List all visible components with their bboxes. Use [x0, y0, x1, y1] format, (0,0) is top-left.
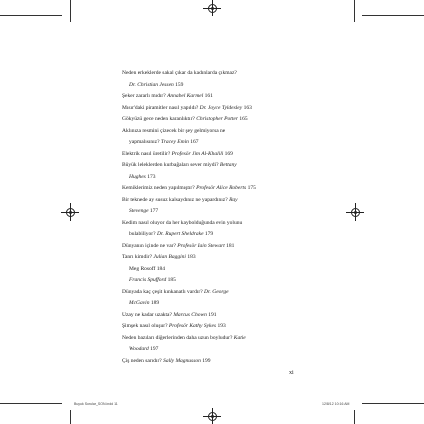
toc-entry — [122, 333, 306, 345]
toc-entry — [122, 264, 306, 276]
toc-entry — [122, 241, 306, 253]
toc-question: Meg Rosoff — [129, 265, 156, 272]
toc-entry — [122, 321, 306, 333]
toc-page-number: 161 — [204, 93, 213, 99]
toc-entry — [122, 344, 306, 356]
crop-mark — [362, 403, 424, 404]
toc-question: Bir teknede ay susuz kalsaydınız ne yapardınız? — [122, 196, 228, 203]
toc-author: Katie — [233, 334, 246, 341]
toc-entry — [122, 287, 306, 299]
toc-entry — [122, 137, 306, 149]
toc-page-number: 177 — [149, 208, 159, 214]
toc-author: Dr. Joyce Tyldesley — [199, 104, 243, 111]
slug-timestamp: 12/8/12 10:16 AM — [322, 402, 350, 406]
toc-author: Woodard — [129, 346, 149, 352]
toc-author: Tracey Emin — [160, 139, 189, 145]
toc-author: Profesör Alice Roberts — [196, 185, 247, 191]
crop-mark — [354, 0, 355, 22]
toc-entry — [122, 206, 306, 218]
toc-author: Marcus Chown — [173, 311, 207, 318]
toc-author: Francis Spufford — [129, 277, 167, 283]
toc-entry — [122, 195, 306, 207]
toc-author: Christopher Potter — [196, 116, 238, 122]
toc-entry — [122, 252, 306, 264]
toc-entry — [122, 218, 306, 230]
toc-question: Aklınıza resmini çizecek bir şey gelmiyorsa ne — [122, 127, 226, 134]
toc-page-number: 181 — [226, 242, 235, 249]
toc-entry — [122, 172, 306, 184]
toc-entry — [122, 126, 306, 138]
toc-entry — [122, 149, 306, 161]
crop-mark — [70, 410, 71, 424]
crop-mark — [70, 0, 71, 22]
toc-author: Profesör Iain Stewart — [177, 242, 225, 249]
crop-mark — [362, 15, 424, 16]
table-of-contents — [122, 68, 306, 367]
toc-question: Şimşek nasıl oluşur? — [122, 323, 168, 329]
toc-page-number: 189 — [150, 300, 160, 306]
toc-author: Dr. George — [204, 288, 229, 295]
toc-author: Dr. Rupert Sheldrake — [156, 231, 204, 237]
toc-author: Profesör Jim Al-Khalili — [171, 150, 224, 157]
toc-question: bulabiliyor? — [129, 231, 156, 237]
toc-author: Ray — [229, 196, 238, 203]
toc-author: Julian Baggini — [153, 254, 186, 260]
toc-entry — [122, 183, 306, 195]
toc-entry — [122, 103, 306, 115]
toc-entry — [122, 275, 306, 287]
toc-page-number: 191 — [208, 311, 217, 318]
toc-question: Neden erkeklerde sakal çıkar da kadınlarda çıkmaz? — [122, 70, 237, 76]
toc-question: Dünyada kaç çeşit kınkanatlı vardır? — [122, 288, 203, 295]
toc-question: Uzay ne kadar uzakta? — [122, 311, 172, 318]
toc-author: Stevenge — [129, 208, 149, 214]
crop-mark — [354, 410, 355, 424]
slug-filename: Buyuk Sorular_SON.indd 11 — [74, 402, 118, 406]
toc-author: Hughes — [129, 173, 146, 180]
toc-entry — [122, 298, 306, 310]
toc-page-number: 193 — [217, 323, 226, 329]
toc-author: McGavin — [129, 300, 150, 306]
toc-question: yapmalısınız? — [129, 139, 160, 145]
toc-question: Büyük leleklerden kurbağaları sever miydi? — [122, 162, 219, 168]
toc-question: Neden bazıları diğerlerinden daha uzun boyludur? — [122, 334, 233, 341]
toc-page-number: 159 — [175, 81, 184, 88]
toc-page-number: 169 — [224, 150, 233, 157]
toc-page-number: 197 — [150, 346, 159, 352]
toc-page-number: 165 — [239, 116, 248, 122]
toc-author: Annabel Karmel — [167, 93, 204, 99]
toc-entry — [122, 80, 306, 92]
toc-author: Dr. Christian Jessen — [129, 81, 174, 88]
toc-page-number: 175 — [247, 185, 256, 191]
toc-entry — [122, 356, 306, 368]
toc-entry — [122, 310, 306, 322]
toc-author: Sally Magnusson — [163, 357, 201, 364]
toc-page-number: 173 — [147, 173, 156, 180]
toc-page-number: 184 — [156, 265, 165, 272]
toc-author: Profesör Kathy Sykes — [168, 323, 217, 329]
toc-page-number: 163 — [243, 104, 252, 111]
toc-entry — [122, 160, 306, 172]
toc-entry — [122, 114, 306, 126]
page-number: xi — [289, 370, 294, 376]
toc-question: Kemiklerimiz neden yapılmıştır? — [122, 185, 195, 191]
toc-question: Gökyüzü gece neden karanlıktır? — [122, 116, 195, 122]
toc-entry — [122, 68, 306, 80]
toc-question: Elektrik nasıl üretilir? — [122, 150, 171, 157]
toc-question: Kedim nasıl oluyor da her kaybolduğunda evin yolunu — [122, 219, 243, 226]
toc-question: Şeker zararlı mıdır? — [122, 93, 166, 99]
crop-mark — [0, 15, 62, 16]
toc-entry — [122, 229, 306, 241]
toc-question: Mısır'daki piramitler nasıl yapıldı? — [122, 104, 199, 111]
toc-question: Tanrı kimdir? — [122, 254, 153, 260]
toc-question: Çiş neden sarıdır? — [122, 357, 162, 364]
toc-page-number: 167 — [190, 139, 199, 145]
toc-question: Dünyanın içinde ne var? — [122, 242, 176, 249]
toc-entry — [122, 91, 306, 103]
toc-page-number: 179 — [204, 231, 214, 237]
toc-author: Bettany — [219, 162, 237, 168]
toc-page-number: 199 — [202, 357, 211, 364]
toc-page-number: 183 — [187, 254, 196, 260]
toc-page-number: 185 — [167, 277, 176, 283]
crop-mark — [0, 403, 62, 404]
